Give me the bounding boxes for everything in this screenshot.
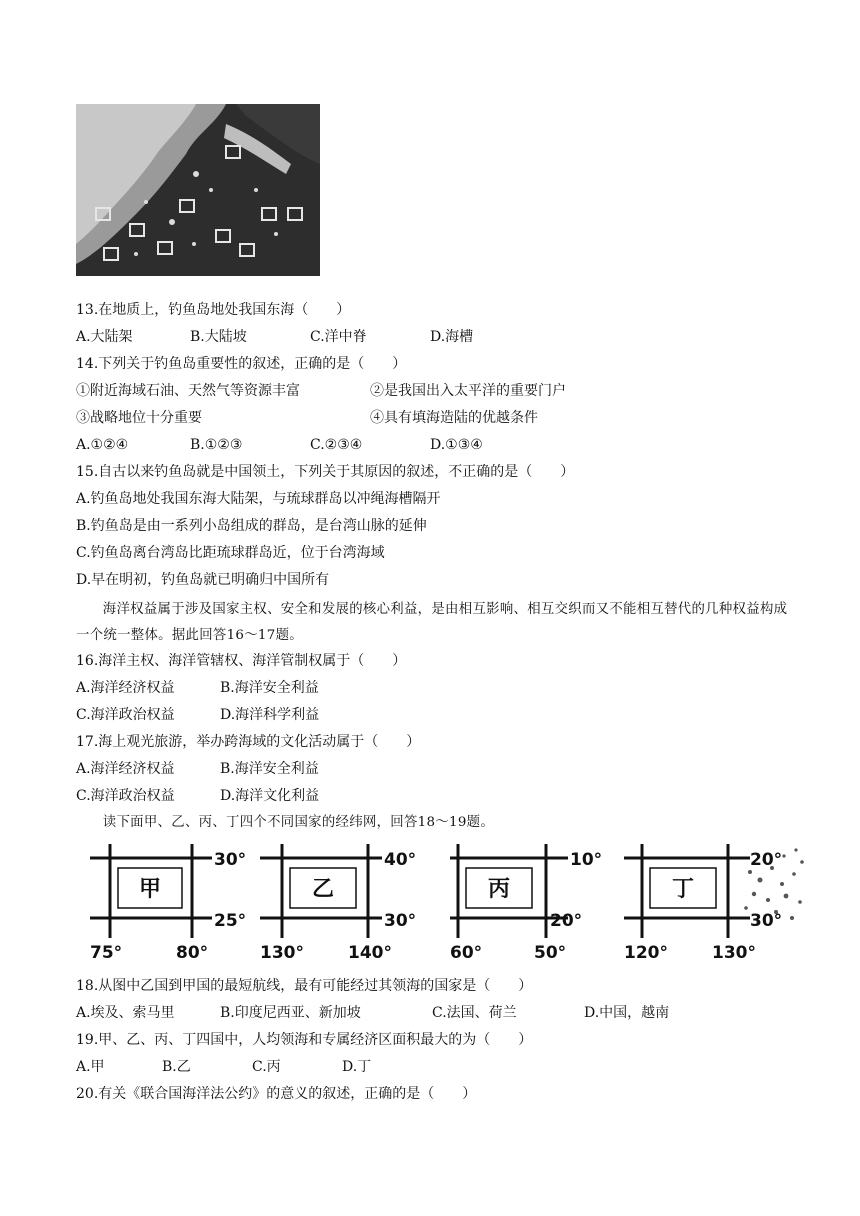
graticule-yi-lon-right: 140°	[348, 943, 392, 963]
q18-option-b[interactable]: B.印度尼西亚、新加坡	[220, 1005, 361, 1021]
graticule-jia-lon-right: 80°	[176, 943, 209, 963]
q14-statement-3: ③战略地位十分重要	[76, 410, 202, 426]
graticule-ding-lat-bottom: 30°	[750, 911, 783, 931]
q18-option-c[interactable]: C.法国、荷兰	[432, 1005, 517, 1021]
graticule-bing-lat-top: 10°	[570, 850, 603, 870]
q16-option-a[interactable]: A.海洋经济权益	[76, 680, 175, 696]
q14-stem: 14.下列关于钓鱼岛重要性的叙述，正确的是（ ）	[76, 356, 407, 372]
graticule-bing-name: 丙	[487, 876, 511, 902]
graticule-yi-lon-left: 130°	[260, 943, 304, 963]
q15-option-b[interactable]: B.钓鱼岛是由一系列小岛组成的群岛，是台湾山脉的延伸	[76, 518, 427, 534]
q18-option-a[interactable]: A.埃及、索马里	[76, 1005, 175, 1021]
q19-option-b[interactable]: B.乙	[162, 1059, 191, 1075]
q17-option-b[interactable]: B.海洋安全利益	[220, 761, 319, 777]
q15-option-a[interactable]: A.钓鱼岛地处我国东海大陆架，与琉球群岛以冲绳海槽隔开	[76, 491, 441, 507]
graticule-yi-lat-bottom: 30°	[384, 911, 417, 931]
q19-option-d[interactable]: D.丁	[342, 1059, 372, 1075]
q13-option-c[interactable]: C.洋中脊	[310, 329, 367, 345]
graticule-jia	[90, 838, 260, 968]
q19-option-a[interactable]: A.甲	[76, 1059, 105, 1075]
q13-option-b[interactable]: B.大陆坡	[190, 329, 247, 345]
q15-option-d[interactable]: D.早在明初，钓鱼岛就已明确归中国所有	[76, 572, 330, 588]
graticule-ding-lat-top: 20°	[750, 850, 783, 870]
q19-stem: 19.甲、乙、丙、丁四国中，人均领海和专属经济区面积最大的为（ ）	[76, 1032, 533, 1048]
graticule-figures	[90, 838, 810, 968]
diaoyu-map-image	[76, 104, 320, 276]
q16-stem: 16.海洋主权、海洋管辖权、海洋管制权属于（ ）	[76, 653, 407, 669]
graticule-yi-name: 乙	[311, 876, 335, 902]
graticule-bing-lon-right: 50°	[534, 943, 567, 963]
graticule-yi	[260, 838, 445, 968]
q14-statement-1: ①附近海域石油、天然气等资源丰富	[76, 383, 300, 399]
graticule-ding-lon-left: 120°	[624, 943, 668, 963]
q17-option-d[interactable]: D.海洋文化利益	[220, 788, 320, 804]
q16-option-d[interactable]: D.海洋科学利益	[220, 707, 320, 723]
q17-option-c[interactable]: C.海洋政治权益	[76, 788, 175, 804]
q18-stem: 18.从图中乙国到甲国的最短航线，最有可能经过其领海的国家是（ ）	[76, 978, 533, 994]
q14-option-a[interactable]: A.①②④	[76, 437, 129, 453]
q14-statement-2: ②是我国出入太平洋的重要门户	[370, 383, 566, 399]
q14-option-b[interactable]: B.①②③	[190, 437, 243, 453]
graticule-yi-lat-top: 40°	[384, 850, 417, 870]
graticule-ding-lon-right: 130°	[712, 943, 756, 963]
graticule-bing-lon-left: 60°	[450, 943, 483, 963]
q15-stem: 15.自古以来钓鱼岛就是中国领土，下列关于其原因的叙述，不正确的是（ ）	[76, 464, 575, 480]
graticule-ding-name: 丁	[671, 876, 695, 902]
q14-option-d[interactable]: D.①③④	[430, 437, 483, 453]
q13-option-a[interactable]: A.大陆架	[76, 329, 133, 345]
q20-stem: 20.有关《联合国海洋法公约》的意义的叙述，正确的是（ ）	[76, 1086, 477, 1102]
q17-stem: 17.海上观光旅游，举办跨海域的文化活动属于（ ）	[76, 734, 421, 750]
graticule-jia-lat-top: 30°	[214, 850, 247, 870]
passage-16-17: 海洋权益属于涉及国家主权、安全和发展的核心利益，是由相互影响、相互交织而又不能相互替代的几种权益构成一个统一整体。据此回答16～17题。	[76, 602, 788, 643]
graticule-bing-lat-bottom: 20°	[550, 911, 583, 931]
q18-option-d[interactable]: D.中国，越南	[584, 1005, 670, 1021]
graticule-bing	[450, 838, 630, 968]
q13-option-d[interactable]: D.海槽	[430, 329, 474, 345]
graticule-ding	[624, 838, 810, 968]
q16-option-c[interactable]: C.海洋政治权益	[76, 707, 175, 723]
q19-option-c[interactable]: C.丙	[252, 1059, 281, 1075]
q16-option-b[interactable]: B.海洋安全利益	[220, 680, 319, 696]
graticule-jia-lon-left: 75°	[90, 943, 123, 963]
q13-stem: 13.在地质上，钓鱼岛地处我国东海（ ）	[76, 302, 351, 318]
graticule-jia-name: 甲	[138, 876, 162, 902]
passage-18-19: 读下面甲、乙、丙、丁四个不同国家的经纬网，回答18～19题。	[102, 815, 495, 830]
q14-statement-4: ④具有填海造陆的优越条件	[370, 410, 538, 426]
graticule-jia-lat-bottom: 25°	[214, 911, 247, 931]
q17-option-a[interactable]: A.海洋经济权益	[76, 761, 175, 777]
q14-option-c[interactable]: C.②③④	[310, 437, 363, 453]
q15-option-c[interactable]: C.钓鱼岛离台湾岛比距琉球群岛近，位于台湾海域	[76, 545, 385, 561]
